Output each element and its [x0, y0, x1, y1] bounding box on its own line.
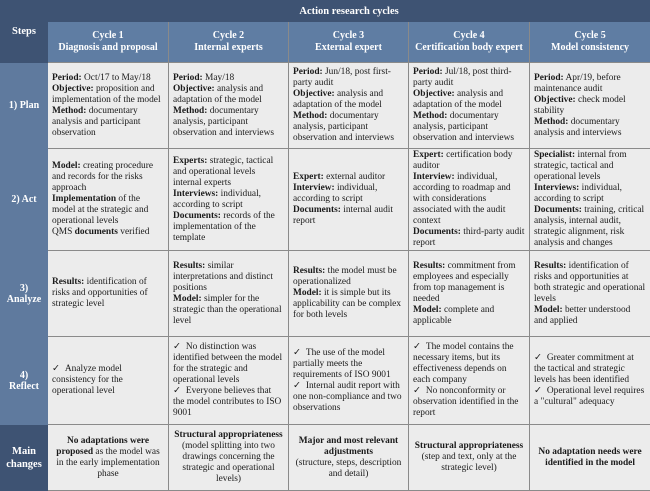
label: Model:: [293, 288, 322, 298]
label: changes: [5, 458, 43, 471]
plan-row: [1, 63, 650, 149]
value: identification of risks and opportunities of strategic level: [52, 277, 148, 309]
step-label-main-changes: [1, 425, 48, 491]
plan-cell-cycle-5: [530, 63, 650, 149]
label: No adaptations were proposed: [56, 436, 149, 457]
value: individual, according to roadmap and with considerations associated with the audit context: [413, 172, 511, 226]
value: QMS: [52, 227, 72, 237]
value: Apr/19, before maintenance audit: [534, 73, 621, 94]
value: the model must be operationalized: [293, 266, 397, 287]
act-cell-cycle-3: [289, 149, 409, 251]
analyze-cell-cycle-4: [409, 251, 530, 337]
value: complete and applicable: [413, 305, 494, 326]
label: documents: [75, 227, 118, 237]
step-label-analyze: 3) Analyze: [1, 251, 48, 337]
value: certification body auditor: [413, 150, 512, 171]
label: Interview:: [293, 183, 335, 193]
analyze-row: [1, 251, 650, 337]
act-cell-cycle-4: [409, 149, 530, 251]
value: (structure, steps, description and detail): [296, 458, 402, 479]
checkmark-icon-item: ✓ Analyze model consistency for the operational level: [52, 364, 123, 396]
analyze-cell-cycle-5: [530, 251, 650, 337]
cycle-5-header: [530, 22, 650, 63]
reflect-row: [1, 337, 650, 425]
label: Structural appropriateness: [415, 441, 523, 451]
cycle-header-row: [1, 22, 650, 63]
act-cell-cycle-1: [48, 149, 169, 251]
label: Model:: [413, 305, 442, 315]
value: documentary analysis, participant observation and interviews: [413, 111, 514, 143]
label: Specialist:: [534, 150, 575, 160]
label: No adaptation needs were identified in the model: [538, 447, 641, 468]
value: it is simple but its applicability can be complex for both levels: [293, 288, 401, 320]
value: documentary analysis and participant observation: [52, 106, 141, 138]
label: Model:: [52, 161, 81, 171]
checkmark-icon-item: ✓ Operational level requires a "cultural" adequacy: [534, 386, 644, 407]
label: Results:: [293, 266, 325, 276]
value: May/18: [205, 73, 234, 83]
changes-cell-cycle-5: [530, 425, 650, 491]
step-label-reflect: 4) Reflect: [1, 337, 48, 425]
checkmark-icon-item: ✓ The use of the model partially meets the requirements of ISO 9001: [293, 348, 391, 380]
reflect-cell-cycle-3: [289, 337, 409, 425]
value: (model splitting into two drawings concerning the strategic and operational levels): [182, 441, 275, 484]
label: Objective:: [413, 89, 455, 99]
value: proposition and implementation of the model: [52, 84, 161, 105]
value: as the model was in the early implementation phase: [56, 447, 159, 479]
label: Experts:: [173, 156, 207, 166]
cycle-3-header: [289, 22, 409, 63]
label: Interview:: [413, 172, 455, 182]
cycle-subtitle: Diagnosis and proposal: [52, 42, 164, 54]
value: strategic, tactical and operational levels internal experts: [173, 156, 273, 188]
cycle-name: Cycle 2: [173, 30, 284, 42]
value: documentary analysis, participant observation and interviews: [173, 106, 274, 138]
table-title: Action research cycles: [48, 1, 650, 22]
value: analysis and adaptation of the model: [173, 84, 263, 105]
value: verified: [120, 227, 149, 237]
value: Oct/17 to May/18: [84, 73, 151, 83]
value: check model stability: [534, 95, 626, 116]
main-changes-row: [1, 425, 650, 491]
label: Implementation: [52, 194, 116, 204]
label: Model:: [534, 305, 563, 315]
label: Major and most relevant adjustments: [299, 436, 398, 457]
label: Interviews:: [173, 189, 218, 199]
label: Results:: [173, 261, 205, 271]
checkmark-icon-item: ✓ Greater commitment at the tactical and strategic levels has been identified: [534, 353, 634, 385]
label: Method:: [413, 111, 447, 121]
value: better understood and applied: [534, 305, 630, 326]
changes-cell-cycle-3: [289, 425, 409, 491]
step-label-plan: 1) Plan: [1, 63, 48, 149]
value: training, critical analysis, internal audit, strategic alignment, risk analysis and changes: [534, 205, 644, 248]
checkmark-icon-item: ✓ No distinction was identified between the model for the strategic and operational levels: [173, 342, 282, 385]
reflect-cell-cycle-2: [169, 337, 289, 425]
analyze-cell-cycle-3: [289, 251, 409, 337]
act-cell-cycle-2: [169, 149, 289, 251]
label: Results:: [534, 261, 566, 271]
value: external auditor: [326, 172, 385, 182]
cycle-name: Cycle 5: [534, 30, 646, 42]
value: individual, according to script: [534, 183, 622, 204]
label: Documents:: [413, 227, 461, 237]
value: analysis and adaptation of the model: [413, 89, 503, 110]
label: Method:: [52, 106, 86, 116]
cycle-4-header: [409, 22, 530, 63]
act-row: [1, 149, 650, 251]
checkmark-icon-item: ✓ The model contains the necessary items, but its effectiveness depends on each company: [413, 342, 514, 385]
label: Objective:: [293, 89, 335, 99]
value: Jun/18, post first-party audit: [293, 67, 391, 88]
label: Main: [5, 445, 43, 458]
value: (step and text, only at the strategic level): [422, 452, 517, 473]
value: documentary analysis and interviews: [534, 117, 621, 138]
cycle-subtitle: Internal experts: [173, 42, 284, 54]
value: identification of risks and opportunities at both strategic and operational levels: [534, 261, 645, 304]
value: analysis and adaptation of the model: [293, 89, 383, 110]
label: Method:: [534, 117, 568, 127]
label: Model:: [173, 294, 202, 304]
value: internal from strategic, tactical and operational levels: [534, 150, 627, 182]
reflect-cell-cycle-4: [409, 337, 530, 425]
label: Method:: [173, 106, 207, 116]
value: third-party audit report: [413, 227, 524, 248]
changes-cell-cycle-2: [169, 425, 289, 491]
label: Objective:: [534, 95, 576, 105]
value: records of the implementation of the template: [173, 211, 275, 243]
cycle-name: Cycle 3: [293, 30, 404, 42]
cycle-name: Cycle 1: [52, 30, 164, 42]
label: Period:: [52, 73, 82, 83]
value: internal audit report: [293, 205, 393, 226]
cycle-1-header: [48, 22, 169, 63]
label: Period:: [413, 67, 443, 77]
label: Documents:: [173, 211, 221, 221]
changes-cell-cycle-1: [48, 425, 169, 491]
title-row: [1, 1, 650, 22]
label: Results:: [413, 261, 445, 271]
reflect-cell-cycle-5: [530, 337, 650, 425]
label: Documents:: [293, 205, 341, 215]
label: Period:: [534, 73, 564, 83]
checkmark-icon-item: ✓ Everyone believes that the model contributes to ISO 9001: [173, 386, 281, 418]
analyze-cell-cycle-2: [169, 251, 289, 337]
value: commitment from employees and especially from top management is needed: [413, 261, 516, 304]
plan-cell-cycle-2: [169, 63, 289, 149]
value: simpler for the strategic than the operational level: [173, 294, 282, 326]
label: Documents:: [534, 205, 582, 215]
label: Period:: [173, 73, 203, 83]
checkmark-icon-item: ✓ No nonconformity or observation identified in the report: [413, 386, 518, 418]
value: Jul/18, post third-party audit: [413, 67, 511, 88]
cycle-subtitle: External expert: [293, 42, 404, 54]
cycle-name: Cycle 4: [413, 30, 525, 42]
plan-cell-cycle-3: [289, 63, 409, 149]
label: Method:: [293, 111, 327, 121]
label: Structural appropriateness: [174, 430, 282, 440]
steps-header: Steps: [1, 1, 48, 63]
plan-cell-cycle-1: [48, 63, 169, 149]
label: Interviews:: [534, 183, 579, 193]
value: individual, according to script: [293, 183, 377, 204]
value: individual, according to script: [173, 189, 261, 210]
checkmark-icon-item: ✓ Internal audit report with one non-compliance and two observations: [293, 381, 402, 413]
cycle-subtitle: Model consistency: [534, 42, 646, 54]
label: Expert:: [293, 172, 324, 182]
plan-cell-cycle-4: [409, 63, 530, 149]
label: Expert:: [413, 150, 444, 160]
value: similar interpretations and distinct positions: [173, 261, 273, 293]
label: Objective:: [52, 84, 94, 94]
value: creating procedure and records for the risks approach: [52, 161, 153, 193]
reflect-cell-cycle-1: [48, 337, 169, 425]
changes-cell-cycle-4: [409, 425, 530, 491]
cycle-subtitle: Certification body expert: [413, 42, 525, 54]
step-label-act: 2) Act: [1, 149, 48, 251]
label: Period:: [293, 67, 323, 77]
value: of the model at the strategic and operational levels: [52, 194, 148, 226]
value: documentary analysis, participant observation and interviews: [293, 111, 394, 143]
label: Results:: [52, 277, 84, 287]
analyze-cell-cycle-1: [48, 251, 169, 337]
act-cell-cycle-5: [530, 149, 650, 251]
label: Objective:: [173, 84, 215, 94]
cycle-2-header: [169, 22, 289, 63]
